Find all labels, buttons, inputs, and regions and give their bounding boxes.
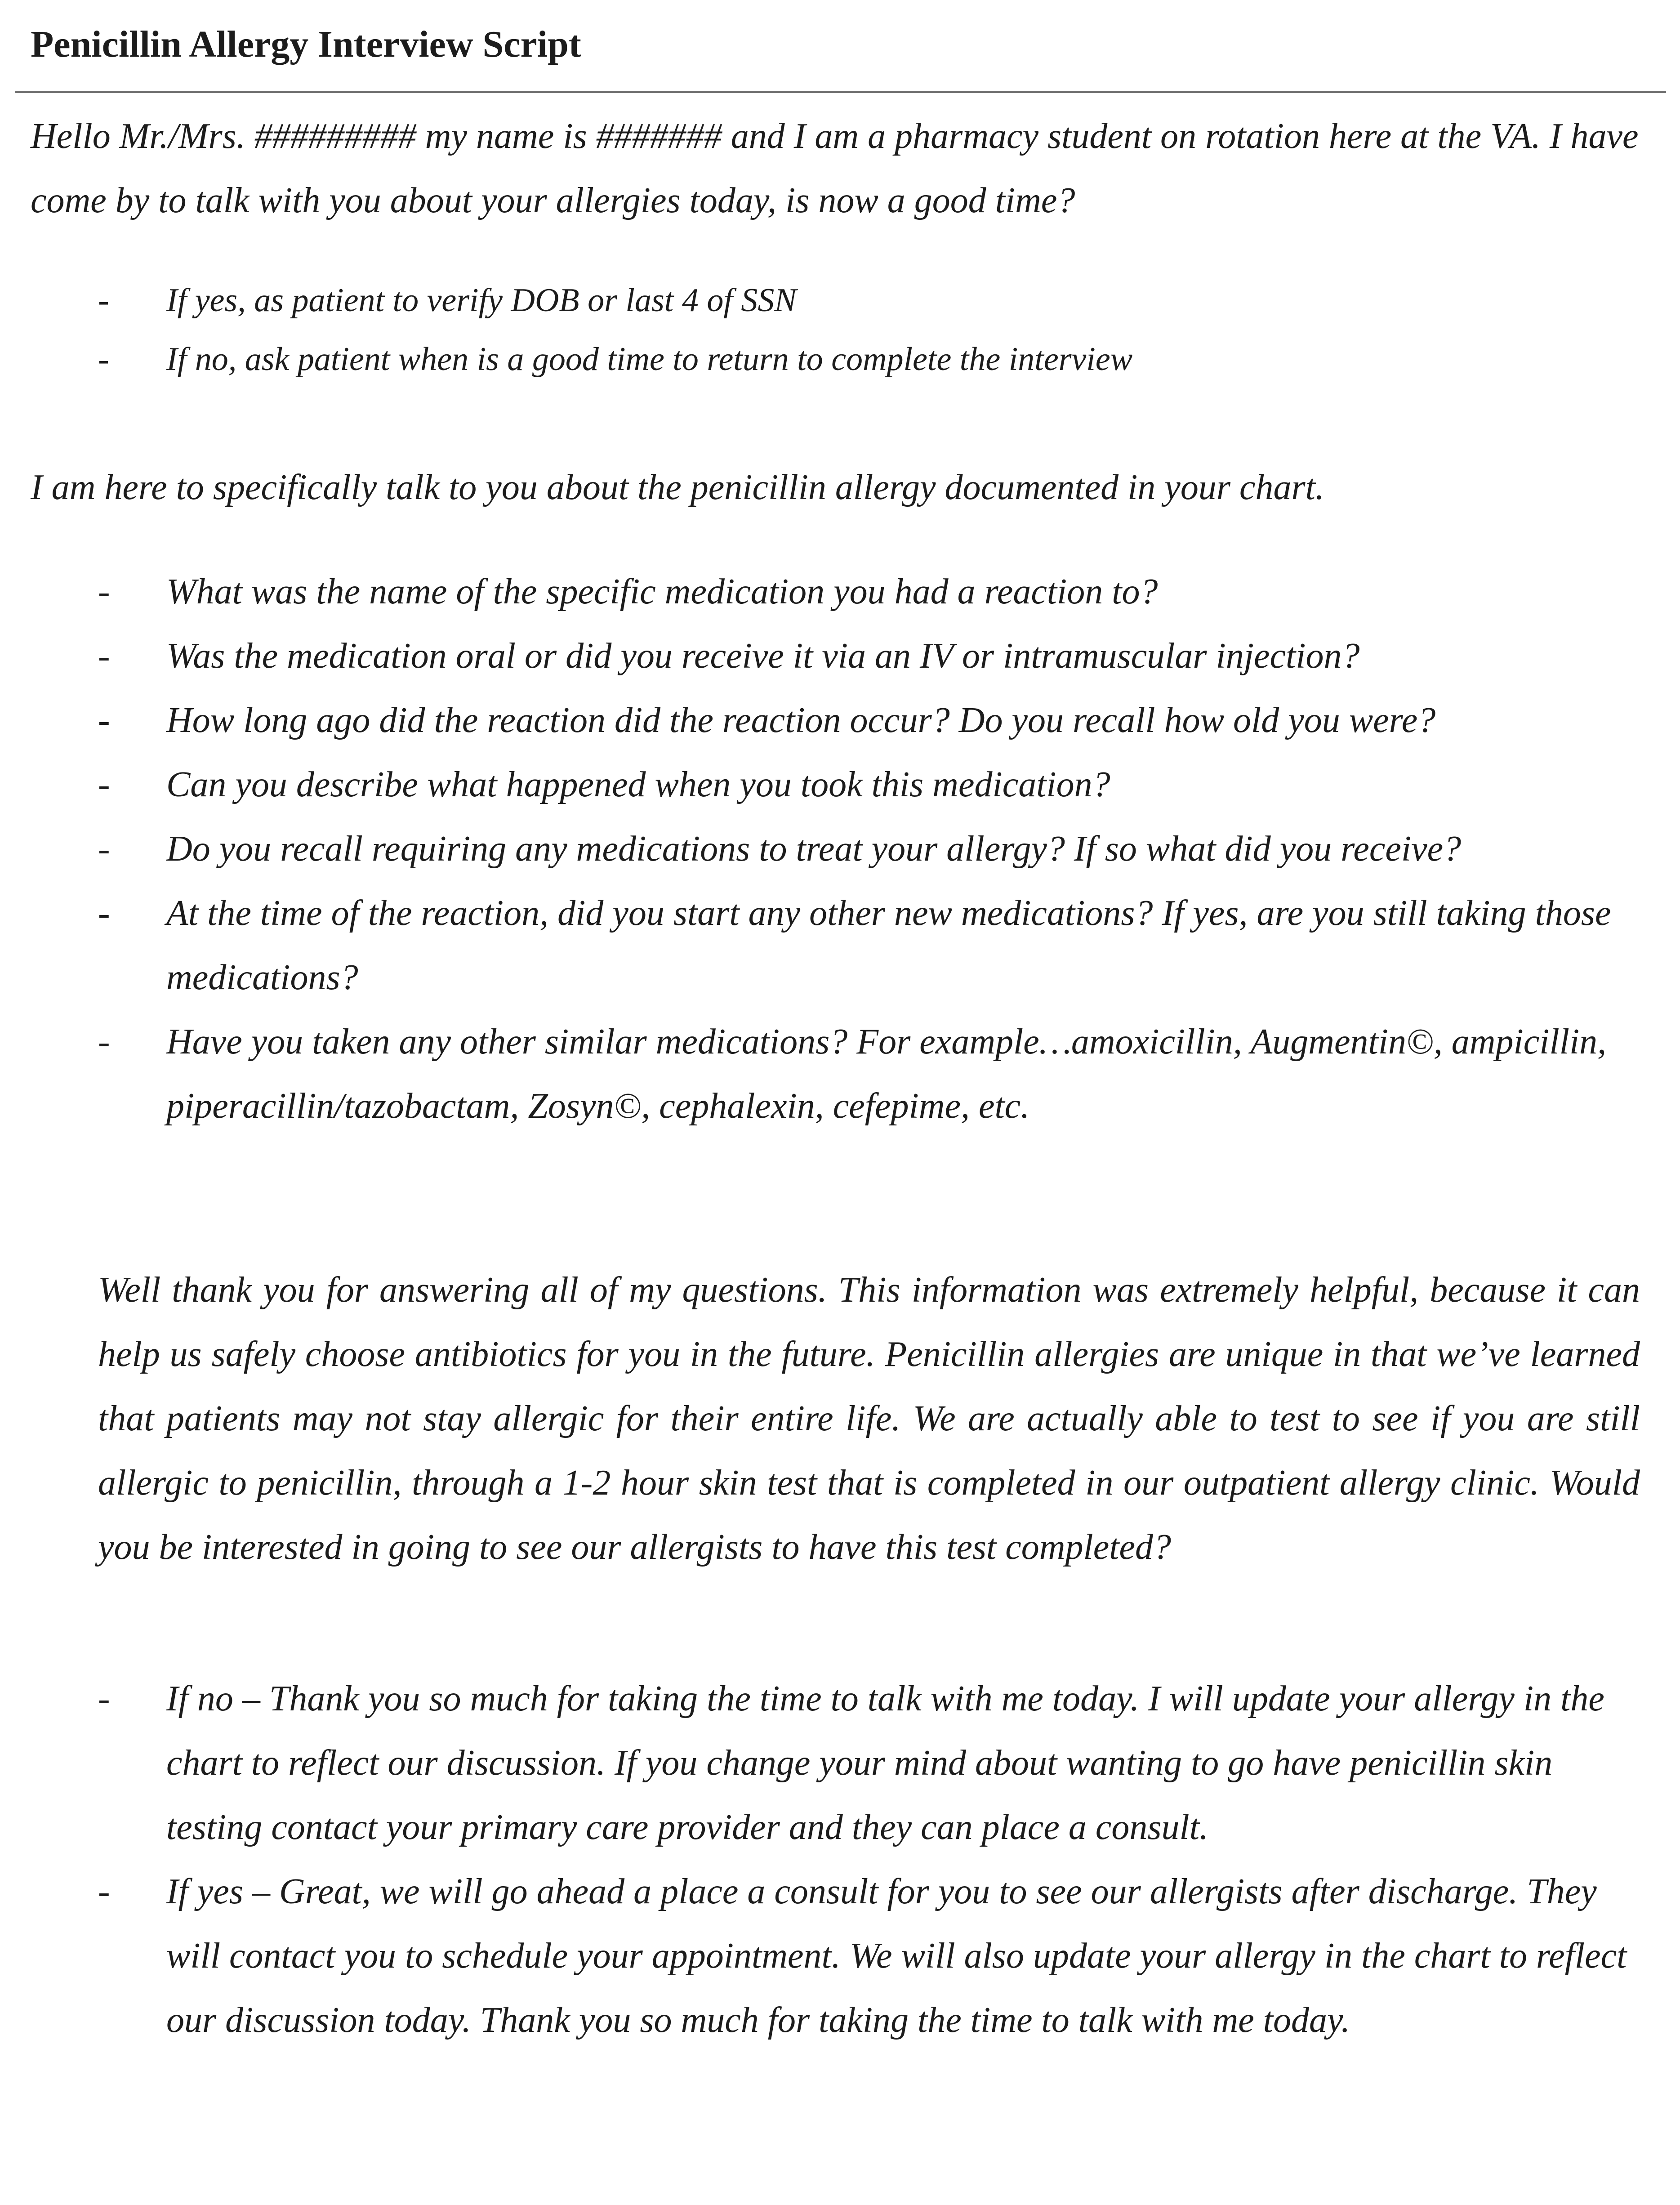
responses-list	[98, 1667, 1635, 2053]
dash-bullet: -	[98, 636, 110, 676]
list-item	[98, 688, 1644, 753]
list-item-text: If no, ask patient when is a good time to return to complete the interview	[166, 341, 1133, 378]
list-item	[98, 1010, 1644, 1138]
list-item	[98, 560, 1644, 624]
list-item	[98, 271, 1627, 330]
greeting-paragraph: Hello Mr./Mrs. ######### my name is ####### and I am a pharmacy student on rotation here at the VA. I have come by to talk with you about your allergies today, is now a good time?	[31, 116, 1639, 220]
dash-bullet: -	[98, 282, 109, 319]
title-divider	[15, 91, 1666, 93]
list-item	[98, 330, 1627, 389]
list-item-text: If yes, as patient to verify DOB or last 4 of SSN	[166, 282, 797, 319]
question-text: Do you recall requiring any medications to treat your allergy? If so what did you receive?	[166, 829, 1462, 869]
question-text: Have you taken any other similar medications? For example…amoxicillin, Augmentin©, ampicillin, piperacillin/tazobactam, Zosyn©, cephalexin, cefepime, etc.	[166, 1022, 1607, 1126]
dash-bullet: -	[98, 1872, 110, 1911]
dash-bullet: -	[98, 572, 110, 612]
list-item	[98, 1860, 1635, 2053]
list-item	[98, 753, 1644, 817]
dash-bullet: -	[98, 701, 110, 740]
response-text: If no – Thank you so much for taking the time to talk with me today. I will update your allergy in the chart to reflect our discussion. If you change your mind about wanting to go have penicillin skin testing contact your primary care provider and they can place a consult.	[166, 1679, 1604, 1847]
dash-bullet: -	[98, 829, 110, 869]
closing-paragraph: Well thank you for answering all of my questions. This information was extremely helpful, because it can help us safely choose antibiotics for you in the future. Penicillin allergies are unique in that we’ve learned that patients may not stay allergic for their entire life. We are actually able to test to see if you are still allergic to penicillin, through a 1-2 hour skin test that is completed in our outpatient allergy clinic. Would you be interested in going to see our allergists to have this test completed?	[98, 1270, 1640, 1567]
list-item	[98, 624, 1644, 688]
list-item	[98, 817, 1644, 881]
question-text: What was the name of the specific medication you had a reaction to?	[166, 572, 1158, 612]
question-text: Was the medication oral or did you receive it via an IV or intramuscular injection?	[166, 636, 1360, 676]
question-text: How long ago did the reaction did the reaction occur? Do you recall how old you were?	[166, 701, 1436, 740]
list-item	[98, 881, 1644, 1010]
focus-paragraph: I am here to specifically talk to you about the penicillin allergy documented in your chart.	[31, 468, 1324, 507]
dash-bullet: -	[98, 341, 109, 378]
list-item	[98, 1667, 1635, 1860]
response-text: If yes – Great, we will go ahead a place a consult for you to see our allergists after discharge. They will contact you to schedule your appointment. We will also update your allergy in the chart to reflect our discussion today. Thank you so much for taking the time to talk with me today.	[166, 1872, 1627, 2040]
dash-bullet: -	[98, 893, 110, 933]
dash-bullet: -	[98, 765, 110, 804]
dash-bullet: -	[98, 1022, 110, 1062]
questions-list	[98, 560, 1644, 1138]
dash-bullet: -	[98, 1679, 110, 1718]
document-title: Penicillin Allergy Interview Script	[31, 23, 581, 65]
time-options-list	[98, 271, 1627, 389]
question-text: At the time of the reaction, did you start any other new medications? If yes, are you still taking those medications?	[166, 893, 1611, 997]
question-text: Can you describe what happened when you took this medication?	[166, 765, 1110, 804]
